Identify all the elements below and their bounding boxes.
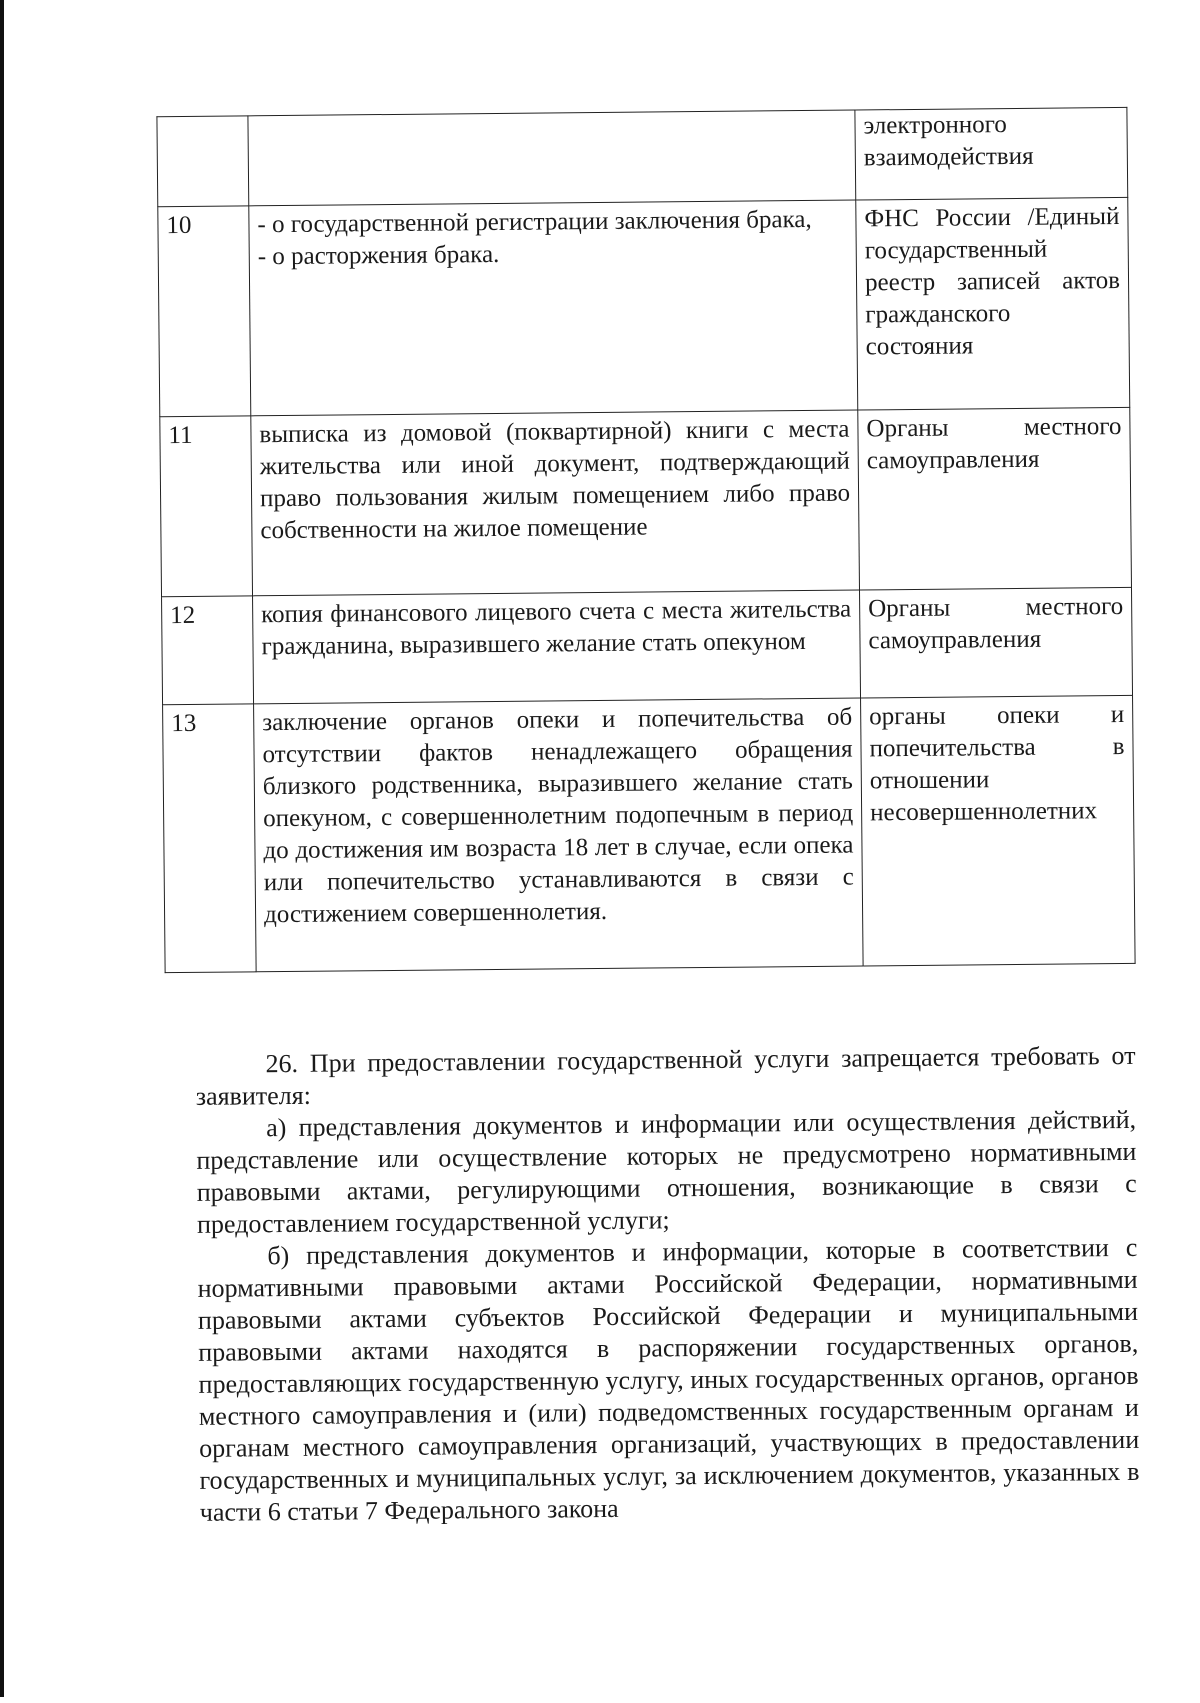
table-row	[160, 407, 1132, 596]
document-line: - о государственной регистрации заключения брака,	[257, 205, 812, 239]
document-cell	[248, 110, 856, 206]
organ-cell: Органы местного самоуправления	[858, 407, 1132, 590]
row-number-cell	[157, 116, 249, 207]
organ-cell: органы опеки и попечительства в отношении несовершеннолетних	[861, 695, 1136, 966]
organ-cell: Органы местного самоуправления	[859, 587, 1132, 698]
document-cell: заключение органов опеки и попечительства об отсутствии фактов ненадлежащего обращения близкого родственника, выразившего желание стать опекуном, с совершеннолетним подопечным в период до достижения им возраста 18 лет в случае, если опека или попечительство устанавливаются в связи с достижением совершеннолетия.	[254, 698, 864, 972]
section-26-text	[195, 1040, 1140, 1529]
paragraph-26-intro: 26. При предоставлении государственной услуги запрещается требовать от заявителя:	[195, 1040, 1136, 1111]
document-cell: копия финансового лицевого счета с места жительства гражданина, выразившего желание стать опекуном	[253, 590, 861, 704]
row-number-cell: 11	[160, 416, 253, 597]
table-row	[162, 587, 1133, 704]
document-line: - о расторжения брака.	[257, 240, 500, 271]
row-number-cell: 10	[158, 206, 251, 417]
paragraph-26-a: а) представления документов и информации или осуществления действий, представление или осуществление которых не предусмотрено нормативными правовыми актами, регулирующими отношения, возникающие в связи с предоставлением государственной услуги;	[196, 1104, 1137, 1239]
row-number-cell: 13	[163, 704, 257, 973]
row-number-cell: 12	[162, 596, 254, 705]
table-row	[163, 695, 1136, 972]
table-row	[157, 107, 1128, 206]
document-cell	[249, 200, 858, 416]
organ-cell: ФНС России /Единый государственный реестр записей актов гражданского состояния	[856, 197, 1130, 410]
paragraph-26-b: б) представления документов и информации, которые в соответствии с нормативными правовыми актами Российской Федерации, нормативными правовыми актами субъектов Российской Федерации и муниципальными правовыми актами находятся в распоряжении государственных органов, предоставляющих государственную услугу, иных государственных органов, органов местного самоуправления и (или) подведомственных государственным органам и органам местного самоуправления организаций, участвующих в предоставлении государственных и муниципальных услуг, за исключением документов, указанных в части 6 статьи 7 Федерального закона	[197, 1232, 1140, 1527]
documents-table	[156, 107, 1135, 973]
organ-cell: электронного взаимодействия	[855, 107, 1128, 200]
table-row	[158, 197, 1130, 416]
document-cell: выписка из домовой (поквартирной) книги с места жительства или иной документ, подтверждающий право пользования жилым помещением либо право собственности на жилое помещение	[251, 410, 860, 596]
